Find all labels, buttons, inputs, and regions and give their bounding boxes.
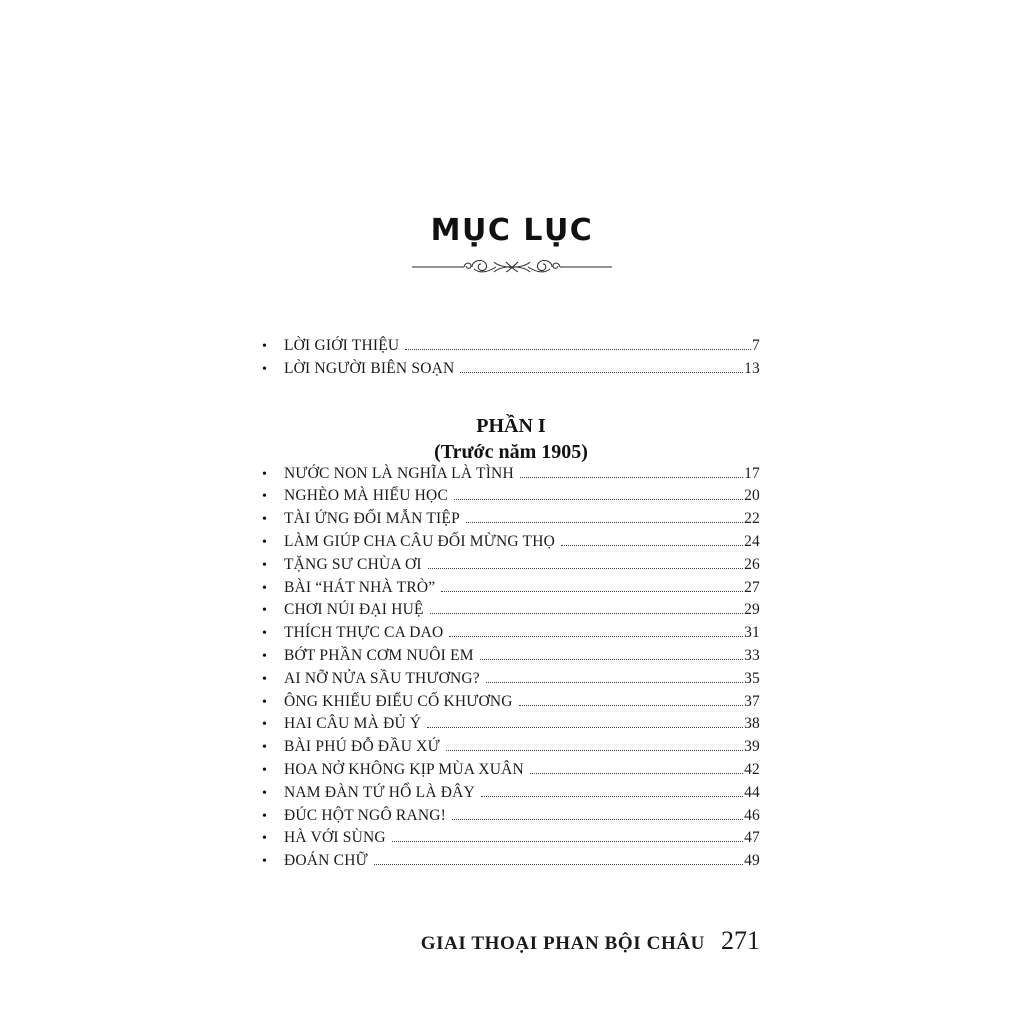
toc-entry (262, 852, 760, 875)
toc-entry-page: 20 (744, 487, 760, 505)
toc-entry-label: BỚT PHẦN CƠM NUÔI EM (284, 646, 474, 664)
footer-book-title: GIAI THOẠI PHAN BỘI CHÂU (420, 933, 705, 954)
section-title: PHẦN I (476, 414, 546, 437)
toc-entry-label: LỜI GIỚI THIỆU (284, 337, 400, 354)
toc-entry-page: 37 (744, 692, 760, 710)
toc-entry-page: 29 (744, 601, 760, 619)
toc-entry-label: ĐÚC HỘT NGÔ RANG! (284, 806, 446, 824)
toc-entry-label: THÍCH THỰC CA DAO (284, 624, 444, 642)
dot-leader (460, 370, 743, 373)
bullet-icon: • (262, 717, 268, 733)
bullet-icon: • (262, 808, 268, 824)
bullet-icon: • (262, 512, 268, 528)
dot-leader (466, 520, 743, 523)
toc-entry-page: 46 (744, 806, 760, 824)
toc-entry-page: 27 (744, 578, 760, 596)
toc-entry-page: 24 (744, 532, 760, 550)
toc-entry-label: TẶNG SƯ CHÙA ƠI (284, 555, 422, 573)
toc-entry (262, 693, 760, 716)
toc-entry (262, 807, 760, 830)
dot-leader (446, 748, 743, 751)
page-title: MỤC LỤC (430, 213, 594, 248)
toc-entry (262, 601, 760, 624)
toc-entry-label: BÀI PHÚ ĐỖ ĐẦU XỨ (284, 738, 440, 756)
dot-leader (452, 817, 743, 820)
flourish-divider-icon (412, 258, 612, 276)
bullet-icon: • (262, 831, 268, 847)
toc-entry-label: ÔNG KHIẾU ĐIẾU CỐ KHƯƠNG (284, 692, 513, 710)
bullet-icon: • (262, 740, 268, 756)
toc-entry-label: AI NỠ NỬA SẦU THƯƠNG? (284, 669, 480, 687)
page-footer (421, 926, 760, 956)
toc-entry-label: NGHÈO MÀ HIẾU HỌC (284, 487, 448, 505)
dot-leader (428, 566, 743, 569)
toc-entry-page: 13 (744, 359, 760, 377)
dot-leader (530, 771, 743, 774)
toc-entry-page: 22 (744, 510, 760, 528)
dot-leader (480, 657, 743, 660)
bullet-icon: • (262, 854, 268, 870)
bullet-icon: • (262, 557, 268, 573)
toc-entry-label: BÀI “HÁT NHÀ TRÒ” (284, 578, 436, 596)
toc-entry (262, 533, 760, 556)
bullet-icon: • (262, 534, 268, 550)
section-heading (262, 413, 760, 465)
toc-entry-label: HÀ VỚI SÙNG (284, 829, 386, 847)
toc-entry-page: 38 (744, 715, 760, 733)
toc-entry-label: HOA NỞ KHÔNG KỊP MÙA XUÂN (284, 760, 524, 778)
toc-entry-label: NAM ĐÀN TỨ HỔ LÀ ĐÂY (284, 783, 475, 801)
bullet-icon: • (262, 603, 268, 619)
bullet-icon: • (262, 626, 268, 642)
footer-page-number: 271 (721, 926, 760, 955)
dot-leader (481, 794, 743, 797)
bullet-icon: • (262, 466, 268, 482)
dot-leader (427, 725, 743, 728)
toc-entry (262, 337, 760, 360)
toc-entry-page: 39 (744, 738, 760, 756)
toc-entry-label: TÀI ỨNG ĐỐI MẪN TIỆP (284, 510, 460, 528)
toc-entry (262, 738, 760, 761)
toc-entry-page: 42 (744, 760, 760, 778)
toc-entry-page: 44 (744, 783, 760, 801)
table-of-contents (262, 337, 760, 875)
toc-entry (262, 715, 760, 738)
dot-leader (441, 589, 743, 592)
dot-leader (561, 543, 743, 546)
toc-entry-page: 7 (752, 337, 760, 354)
toc-entry-label: ĐOÁN CHỮ (284, 852, 368, 870)
dot-leader (392, 839, 743, 842)
bullet-icon: • (262, 762, 268, 778)
bullet-icon: • (262, 694, 268, 710)
toc-entry (262, 784, 760, 807)
toc-entry-page: 35 (744, 669, 760, 687)
bullet-icon: • (262, 580, 268, 596)
toc-entry-label: LÀM GIÚP CHA CÂU ĐỐI MỪNG THỌ (284, 532, 556, 550)
toc-entry (262, 761, 760, 784)
dot-leader (405, 347, 751, 350)
toc-entry-label: CHƠI NÚI ĐẠI HUỆ (284, 601, 424, 619)
toc-entry-page: 26 (744, 555, 760, 573)
dot-leader (520, 475, 743, 478)
toc-entry (262, 487, 760, 510)
toc-entry-label: NƯỚC NON LÀ NGHĨA LÀ TÌNH (284, 464, 514, 482)
toc-entry (262, 670, 760, 693)
flourish-divider (0, 258, 1024, 276)
toc-entry-label: HAI CÂU MÀ ĐỦ Ý (284, 715, 422, 733)
toc-entry (262, 579, 760, 602)
bullet-icon: • (262, 648, 268, 664)
dot-leader (454, 497, 743, 500)
toc-entry (262, 624, 760, 647)
dot-leader (374, 862, 743, 865)
toc-entry (262, 465, 760, 488)
toc-entry-page: 49 (744, 852, 760, 870)
toc-entry-page: 33 (744, 646, 760, 664)
bullet-icon: • (262, 785, 268, 801)
bullet-icon: • (262, 361, 268, 377)
toc-entry (262, 829, 760, 852)
toc-entry (262, 556, 760, 579)
bullet-icon: • (262, 339, 268, 354)
toc-entry-page: 17 (744, 464, 760, 482)
toc-entry-page: 47 (744, 829, 760, 847)
toc-entry (262, 647, 760, 670)
dot-leader (519, 703, 743, 706)
toc-entry (262, 510, 760, 533)
bullet-icon: • (262, 671, 268, 687)
dot-leader (449, 634, 743, 637)
toc-entry-label: LỜI NGƯỜI BIÊN SOẠN (284, 359, 455, 377)
dot-leader (486, 680, 743, 683)
toc-entry (262, 360, 760, 383)
toc-entry-page: 31 (744, 624, 760, 642)
dot-leader (430, 611, 743, 614)
section-subtitle: (Trước năm 1905) (434, 440, 588, 463)
bullet-icon: • (262, 489, 268, 505)
